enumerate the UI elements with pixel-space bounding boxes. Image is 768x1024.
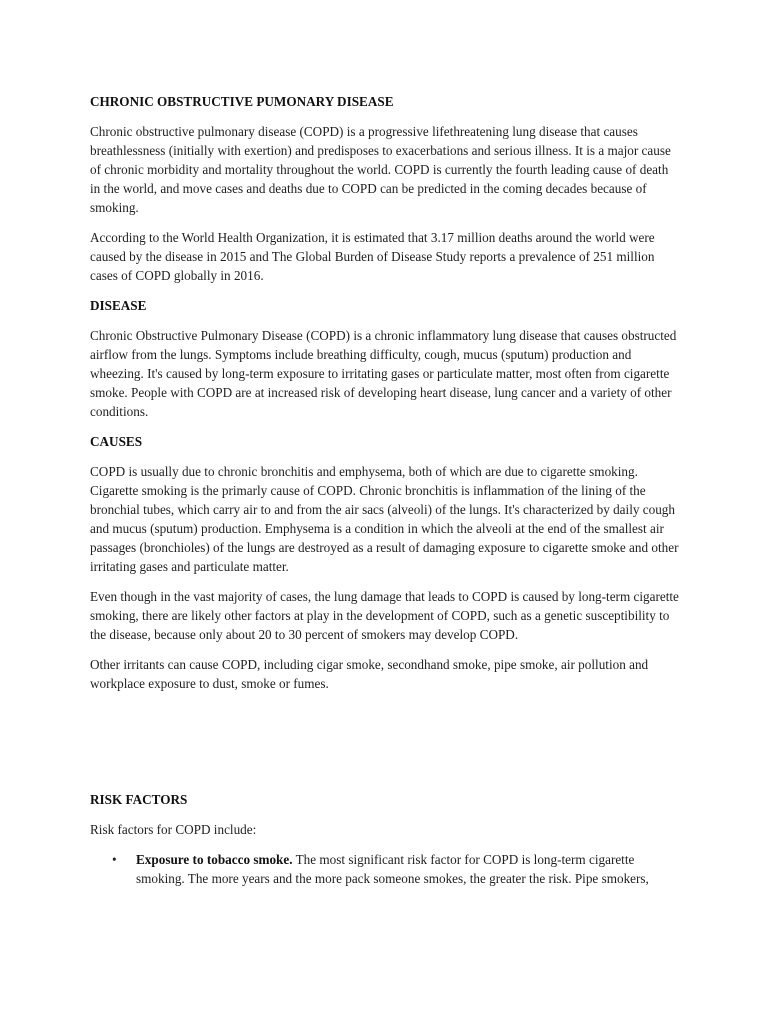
paragraph-risk-intro: Risk factors for COPD include: xyxy=(90,822,257,837)
paragraph-causes-bronchitis: COPD is usually due to chronic bronchitis and emphysema, both of which are due to cigarette smoking. Cigarette smoking is the primarly cause of COPD. Chronic bronchitis is inflammation of the lining of the bronchial tubes, which carry air to and from the air sacs (alveoli) of the lungs. It's characterized by daily cough and mucus (sputum) production. Emphysema is a condition in which the alveoli at the end of the smallest air passages (bronchioles) of the lungs are destroyed as a result of damaging exposure to cigarette smoke and other irritating gases and particulate matter. xyxy=(90,464,679,574)
list-item xyxy=(90,850,680,888)
bullet-icon: • xyxy=(112,852,117,867)
paragraph-causes-genetic: Even though in the vast majority of cases, the lung damage that leads to COPD is caused by long-term cigarette smoking, there are likely other factors at play in the development of COPD, such as a genetic susceptibility to the disease, because only about 20 to 30 percent of smokers may develop COPD. xyxy=(90,589,679,642)
section-heading-causes: CAUSES xyxy=(90,434,143,449)
document-page xyxy=(90,92,680,888)
paragraph-who-statistics: According to the World Health Organization, it is estimated that 3.17 million deaths around the world were caused by the disease in 2015 and The Global Burden of Disease Study reports a prevalence of 251 million cases of COPD globally in 2016. xyxy=(90,230,655,283)
risk-factor-list xyxy=(90,850,680,888)
section-heading-risk-factors: RISK FACTORS xyxy=(90,792,188,807)
section-heading-disease: DISEASE xyxy=(90,298,147,313)
paragraph-causes-irritants: Other irritants can cause COPD, including cigar smoke, secondhand smoke, pipe smoke, air pollution and workplace exposure to dust, smoke or fumes. xyxy=(90,657,649,691)
risk-factor-term: Exposure to tobacco smoke. xyxy=(136,852,293,867)
risk-factor-text: The most significant risk factor for COPD is long-term cigarette smoking. The more years and the more pack someone smokes, the greater the risk. Pipe smokers, xyxy=(136,852,649,886)
paragraph-disease-description: Chronic Obstructive Pulmonary Disease (COPD) is a chronic inflammatory lung disease that causes obstructed airflow from the lungs. Symptoms include breathing difficulty, cough, mucus (sputum) production and wheezing. It's caused by long-term exposure to irritating gases or particulate matter, most often from cigarette smoke. People with COPD are at increased risk of developing heart disease, lung cancer and a variety of other conditions. xyxy=(90,328,677,419)
paragraph-copd-intro: Chronic obstructive pulmonary disease (COPD) is a progressive lifethreatening lung disease that causes breathlessness (initially with exertion) and predisposes to exacerbations and serious illness. It is a major cause of chronic morbidity and mortality throughout the world. COPD is currently the fourth leading cause of death in the world, and move cases and deaths due to COPD can be predicted in the coming decades because of smoking. xyxy=(90,124,671,215)
section-heading-copd: CHRONIC OBSTRUCTIVE PUMONARY DISEASE xyxy=(90,94,394,109)
